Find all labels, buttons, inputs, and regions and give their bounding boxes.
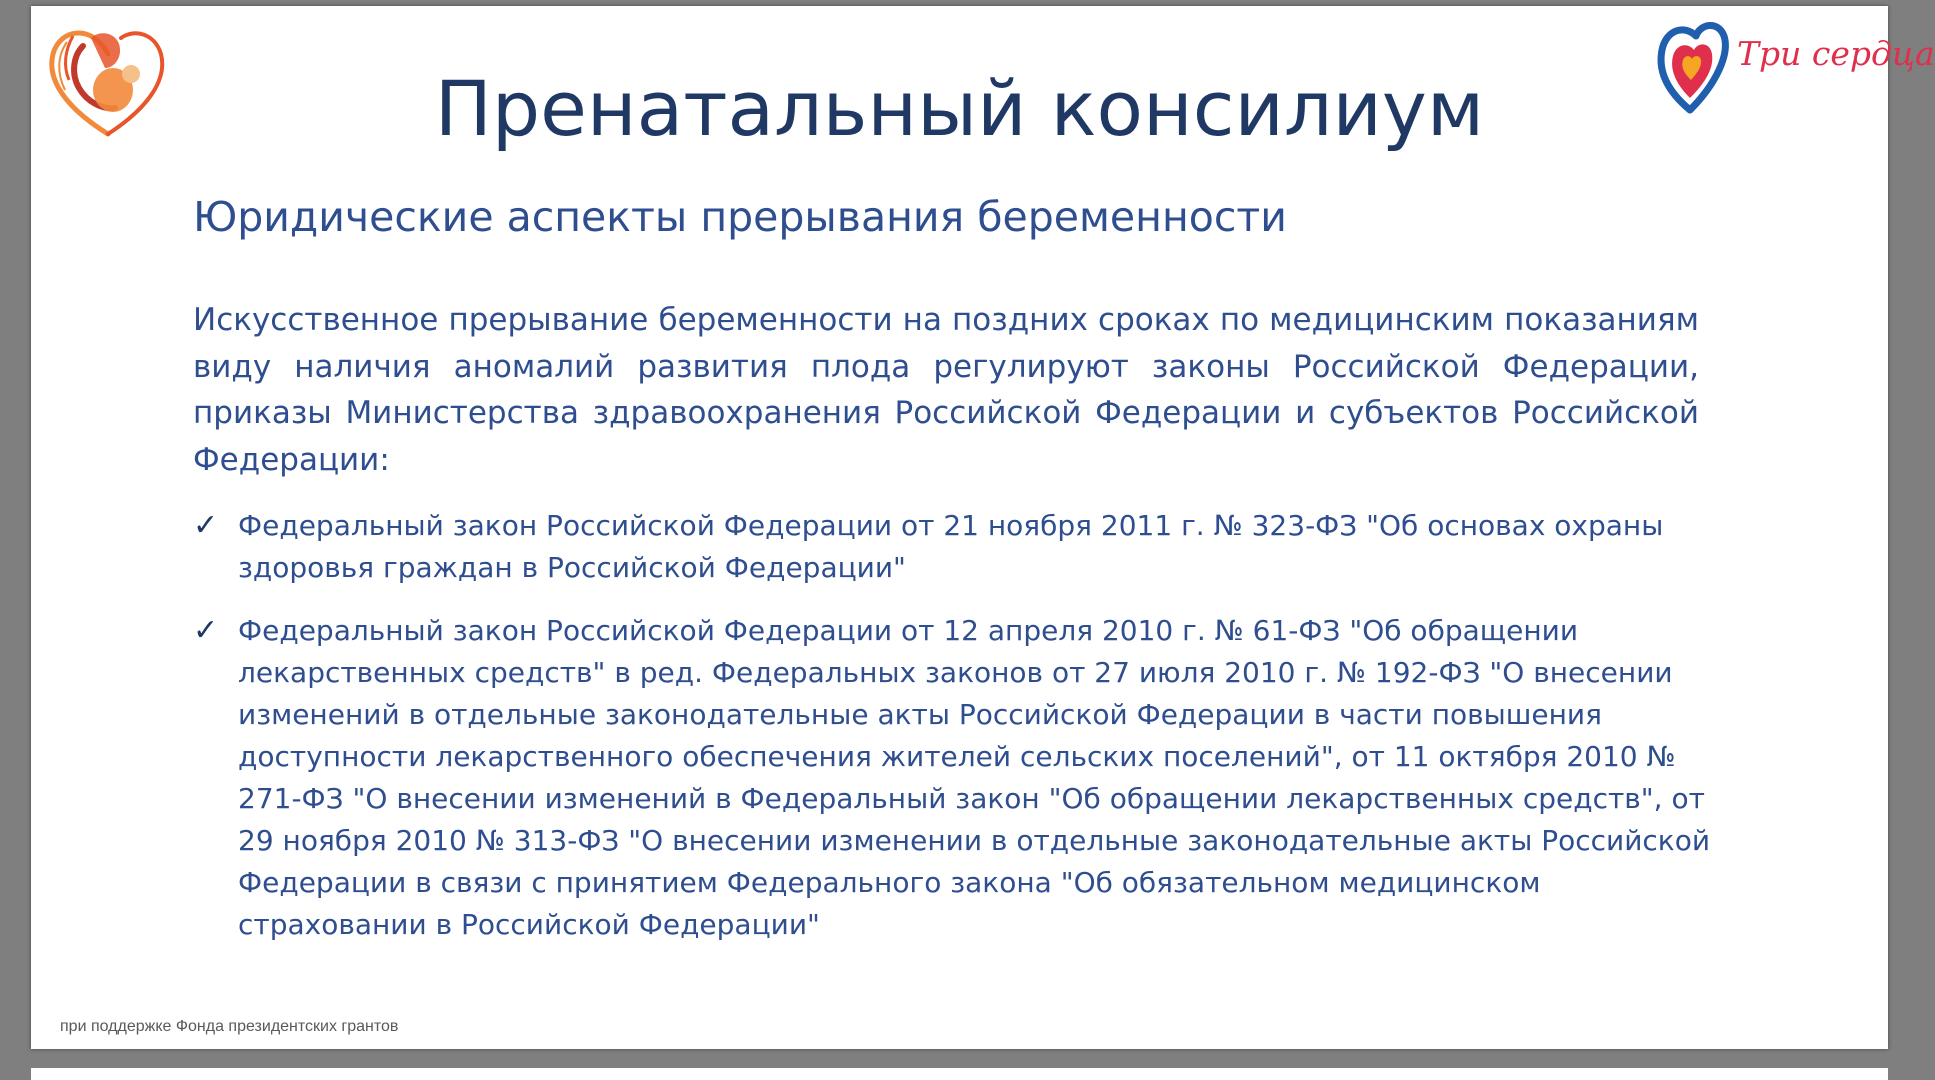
checkmark-icon: ✓ — [193, 508, 219, 543]
law-item-text: Федеральный закон Российской Федерации от 12 апреля 2010 г. № 61-ФЗ "Об обращении лекарственных средств" в ред. Федеральных законов от 27 июля 2010 г. № 192-ФЗ "О внесении изменений в отдельные законодательные акты Российской Федерации в части повышения доступности лекарственного обеспечения жителей сельских поселений", от 11 октября 2010 № 271-ФЗ "О внесении изменений в Федеральный закон "Об обращении лекарственных средств", от 29 ноября 2010 № 313-ФЗ "О внесении изменении в отдельные законодательные акты Российской Федерации в связи с принятием Федерального закона "Об обязательном медицинском страховании в Российской Федерации" — [238, 614, 1711, 941]
law-item — [193, 610, 1713, 946]
three-hearts-logo-text: Три сердца — [1737, 34, 1935, 73]
checkmark-icon: ✓ — [193, 613, 219, 648]
law-item — [193, 505, 1713, 589]
slide — [31, 6, 1935, 1049]
footer-note: при поддержке Фонда президентских грантов — [60, 1018, 399, 1035]
slide-title: Пренатальный консилиум — [434, 64, 1485, 153]
slide-subtitle: Юридические аспекты прерывания беременности — [193, 193, 1287, 241]
law-list — [193, 505, 1713, 967]
intro-paragraph: Искусственное прерывание беременности на поздних сроках по медицинским показаниям виду наличия аномалий развития плода регулируют законы Российской Федерации, приказы Министерства здравоохранения Российской Федерации и субъектов Российской Федерации: — [193, 302, 1699, 478]
next-slide-preview[interactable] — [31, 1068, 1888, 1080]
law-item-text: Федеральный закон Российской Федерации от 21 ноября 2011 г. № 323-ФЗ "Об основах охраны здоровья граждан в Российской Федерации" — [238, 509, 1664, 584]
